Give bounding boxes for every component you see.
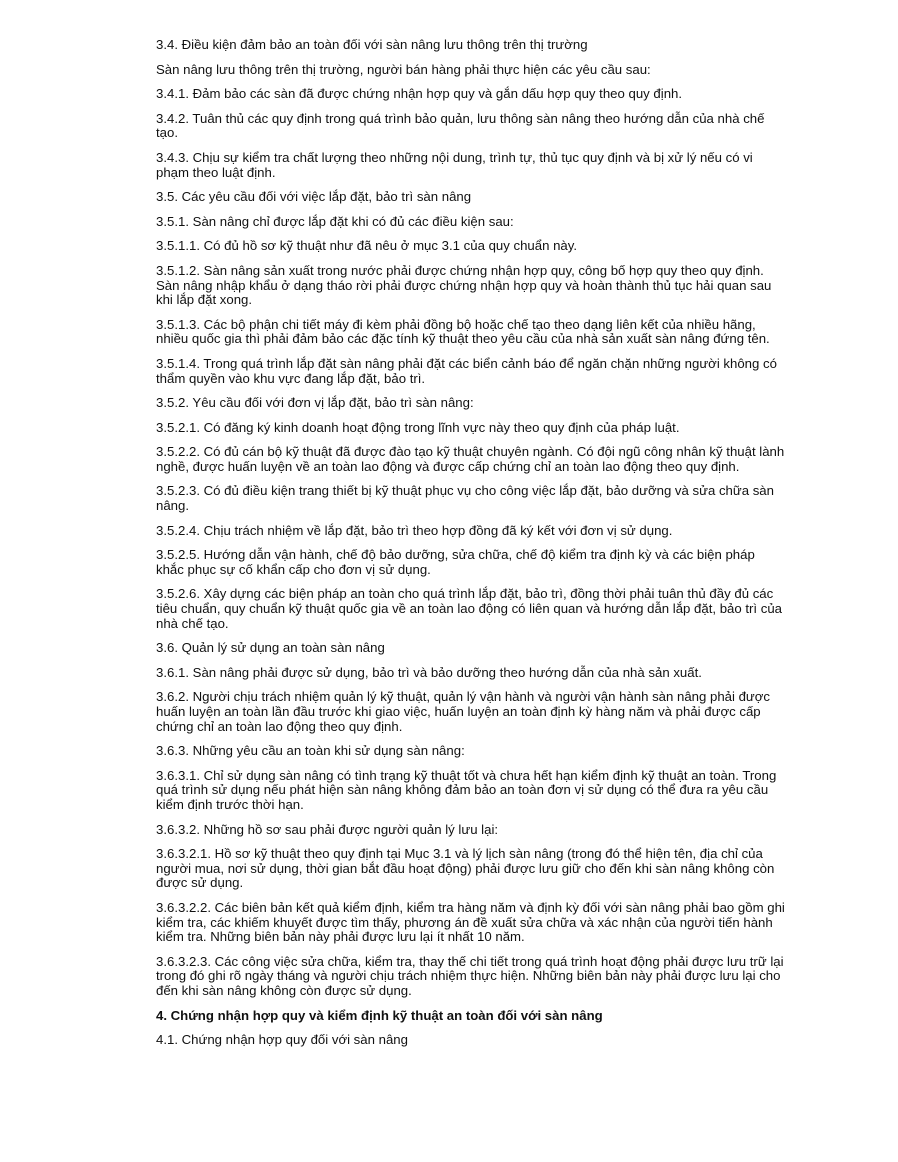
paragraph: 3.4.1. Đảm bảo các sàn đã được chứng nhận hợp quy và gắn dấu hợp quy theo quy định.: [156, 86, 683, 102]
section-heading-3-5: 3.5. Các yêu cầu đối với việc lắp đặt, bảo trì sàn nâng: [156, 189, 472, 205]
document-page: [156, 38, 786, 1058]
paragraph: 3.6.3.2.1. Hồ sơ kỹ thuật theo quy định tại Mục 3.1 và lý lịch sàn nâng (trong đó thể hiện tên, địa chỉ của người mua, nơi sử dụng, thời gian bắt đầu hoạt động) phải được lưu giữ cho đến khi sàn nâng không còn được sử dụng.: [156, 846, 775, 891]
section-heading-4: 4. Chứng nhận hợp quy và kiểm định kỹ thuật an toàn đối với sàn nâng: [156, 1007, 603, 1023]
paragraph: 3.5.1. Sàn nâng chỉ được lắp đặt khi có đủ các điều kiện sau:: [156, 213, 514, 229]
paragraph: 3.6.3. Những yêu cầu an toàn khi sử dụng sàn nâng:: [156, 743, 465, 759]
paragraph: 3.5.2.1. Có đăng ký kinh doanh hoạt động trong lĩnh vực này theo quy định của pháp luật.: [156, 419, 680, 435]
paragraph: 3.5.2.6. Xây dựng các biện pháp an toàn cho quá trình lắp đặt, bảo trì, đồng thời phải tuân thủ đầy đủ các tiêu chuẩn, quy chuẩn kỹ thuật quốc gia về an toàn lao động có liên quan và hướng dẫn lắp đặt, bảo trì của nhà chế tạo.: [156, 586, 783, 631]
section-heading-4-1: 4.1. Chứng nhận hợp quy đối với sàn nâng: [156, 1032, 408, 1048]
paragraph: 3.6.2. Người chịu trách nhiệm quản lý kỹ thuật, quản lý vận hành và người vận hành sàn nâng phải được huấn luyện an toàn lần đầu trước khi giao việc, huấn luyện an toàn định kỳ hàng năm và phải được cấp chứng chỉ an toàn lao động theo quy định.: [156, 689, 771, 734]
paragraph: 3.4.2. Tuân thủ các quy định trong quá trình bảo quản, lưu thông sàn nâng theo hướng dẫn của nhà chế tạo.: [156, 110, 765, 141]
paragraph: 3.6.3.2.3. Các công việc sửa chữa, kiểm tra, thay thế chi tiết trong quá trình hoạt động phải được lưu trữ lại trong đó ghi rõ ngày tháng và người chịu trách nhiệm thực hiện. Những biên bản này phải được lưu lại cho đến khi sàn nâng không còn được sử dụng.: [156, 953, 784, 998]
paragraph: Sàn nâng lưu thông trên thị trường, người bán hàng phải thực hiện các yêu cầu sau:: [156, 61, 651, 77]
paragraph: 3.6.3.2.2. Các biên bản kết quả kiểm định, kiểm tra hàng năm và định kỳ đối với sàn nâng phải bao gồm ghi kiểm tra, các khiếm khuyết được tìm thấy, phương án đề xuất sửa chữa và xác nhận của người tiến hành kiểm tra. Những biên bản này phải được lưu lại ít nhất 10 năm.: [156, 899, 785, 945]
paragraph: 3.6.3.2. Những hồ sơ sau phải được người quản lý lưu lại:: [156, 821, 499, 837]
paragraph: 3.5.1.4. Trong quá trình lắp đặt sàn nâng phải đặt các biển cảnh báo để ngăn chặn những người không có thẩm quyền vào khu vực đang lắp đặt, bảo trì.: [156, 355, 777, 386]
paragraph: 3.5.2.5. Hướng dẫn vận hành, chế độ bảo dưỡng, sửa chữa, chế độ kiểm tra định kỳ và các biện pháp khắc phục sự cố khẩn cấp cho đơn vị sử dụng.: [156, 547, 755, 577]
paragraph: 3.5.2.3. Có đủ điều kiện trang thiết bị kỹ thuật phục vụ cho công việc lắp đặt, bảo dưỡng và sửa chữa sàn nâng.: [156, 483, 774, 514]
paragraph: 3.5.2.2. Có đủ cán bộ kỹ thuật đã được đào tạo kỹ thuật chuyên ngành. Có đội ngũ công nhân kỹ thuật lành nghề, được huấn luyện về an toàn lao động và được cấp chứng chỉ an toàn lao động theo quy định.: [156, 444, 785, 474]
section-heading-3-6: 3.6. Quản lý sử dụng an toàn sàn nâng: [156, 640, 385, 656]
paragraph: 3.5.1.3. Các bộ phận chi tiết máy đi kèm phải đồng bộ hoặc chế tạo theo dạng liên kết của nhiều hãng, nhiều quốc gia thì phải đảm bảo các đặc tính kỹ thuật theo yêu cầu của nhà sản xuất sàn nâng đứng tên.: [156, 316, 770, 347]
paragraph: 3.6.3.1. Chỉ sử dụng sàn nâng có tình trạng kỹ thuật tốt và chưa hết hạn kiểm định kỹ thuật an toàn. Trong quá trình sử dụng nếu phát hiện sàn nâng không đảm bảo an toàn đơn vị sử dụng có thể đưa ra yêu cầu kiểm định trước thời hạn.: [156, 767, 777, 812]
paragraph: 3.5.2.4. Chịu trách nhiệm về lắp đặt, bảo trì theo hợp đồng đã ký kết với đơn vị sử dụng.: [156, 522, 673, 538]
section-heading-3-4: 3.4. Điều kiện đảm bảo an toàn đối với sàn nâng lưu thông trên thị trường: [156, 37, 588, 52]
paragraph: 3.4.3. Chịu sự kiểm tra chất lượng theo những nội dung, trình tự, thủ tục quy định và bị xử lý nếu có vi phạm theo luật định.: [156, 149, 753, 180]
paragraph: 3.5.1.1. Có đủ hồ sơ kỹ thuật như đã nêu ở mục 3.1 của quy chuẩn này.: [156, 238, 578, 254]
paragraph: 3.5.2. Yêu cầu đối với đơn vị lắp đặt, bảo trì sàn nâng:: [156, 395, 474, 411]
paragraph: 3.5.1.2. Sàn nâng sản xuất trong nước phải được chứng nhận hợp quy, công bố hợp quy theo quy định. Sàn nâng nhập khẩu ở dạng tháo rời phải được chứng nhận hợp quy và hoàn thành thủ tục hải quan sau khi lắp đặt xong.: [156, 262, 772, 308]
paragraph: 3.6.1. Sàn nâng phải được sử dụng, bảo trì và bảo dưỡng theo hướng dẫn của nhà sản xuất.: [156, 664, 702, 680]
